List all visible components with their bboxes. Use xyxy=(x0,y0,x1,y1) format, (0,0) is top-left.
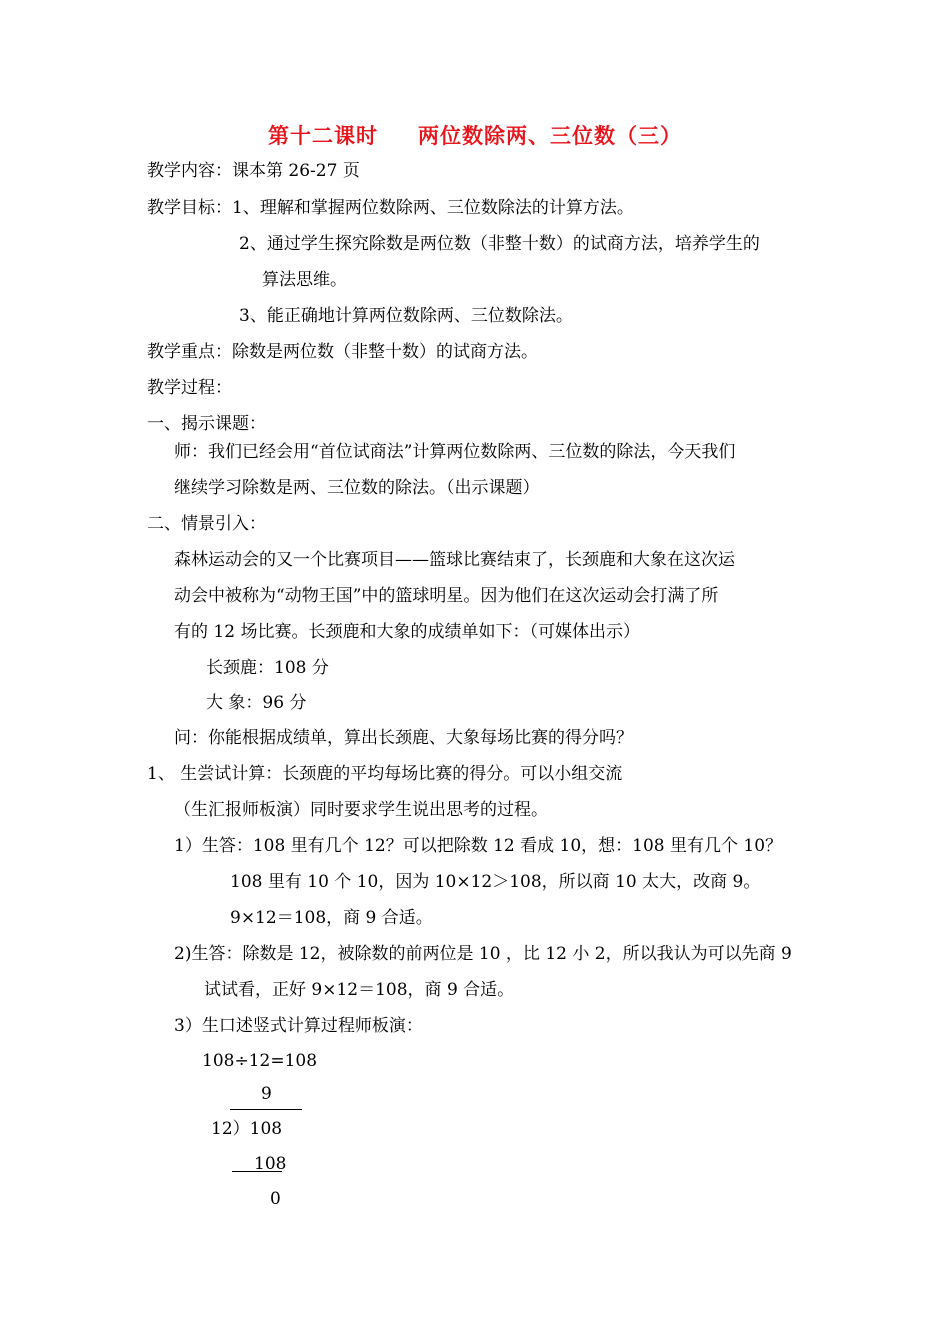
score-giraffe: 长颈鹿：108 分 xyxy=(206,658,329,678)
answer-2-line-1: 2)生答：除数是 12，被除数的前两位是 10 ，比 12 小 2，所以我认为可以先商 9 xyxy=(174,944,792,964)
teaching-goal-2: 2、通过学生探究除数是两位数（非整十数）的试商方法，培养学生的 xyxy=(239,234,760,254)
answer-2-line-2: 试试看，正好 9×12＝108，商 9 合适。 xyxy=(204,980,515,1000)
page-title xyxy=(0,120,950,150)
section-2-line-2: 动会中被称为“动物王国”中的篮球明星。因为他们在这次运动会打满了所 xyxy=(174,586,719,606)
division-remainder: 0 xyxy=(270,1189,281,1209)
section-2-heading: 二、情景引入： xyxy=(147,514,266,534)
teaching-goal-1: 教学目标：1、理解和掌握两位数除两、三位数除法的计算方法。 xyxy=(147,198,634,218)
teaching-content: 教学内容：课本第 26-27 页 xyxy=(147,161,360,181)
division-divisor-dividend: 12）108 xyxy=(211,1119,283,1139)
answer-1-line-2: 108 里有 10 个 10，因为 10×12＞108，所以商 10 太大，改商 9。 xyxy=(230,872,761,892)
score-elephant: 大 象：96 分 xyxy=(206,693,307,713)
section-1-heading: 一、揭示课题： xyxy=(147,414,266,434)
answer-3-line-1: 3）生口述竖式计算过程师板演： xyxy=(174,1016,423,1036)
title-lesson: 第十二课时 xyxy=(268,123,378,148)
step-1-line-2: （生汇报师板演）同时要求学生说出思考的过程。 xyxy=(174,800,548,820)
division-bar xyxy=(230,1109,302,1110)
division-quotient: 9 xyxy=(261,1084,272,1104)
section-2-question: 问：你能根据成绩单，算出长颈鹿、大象每场比赛的得分吗？ xyxy=(174,728,633,748)
step-1-line-1: 1、 生尝试计算：长颈鹿的平均每场比赛的得分。可以小组交流 xyxy=(147,764,623,784)
title-topic: 两位数除两、三位数（三） xyxy=(418,123,682,148)
teaching-key-point: 教学重点：除数是两位数（非整十数）的试商方法。 xyxy=(147,342,538,362)
answer-1-line-3: 9×12＝108，商 9 合适。 xyxy=(230,908,433,928)
teaching-process: 教学过程： xyxy=(147,378,232,398)
section-1-line-1: 师：我们已经会用“首位试商法”计算两位数除两、三位数的除法，今天我们 xyxy=(174,442,736,462)
answer-1-line-1: 1）生答：108 里有几个 12？可以把除数 12 看成 10，想：108 里有几个 10？ xyxy=(174,836,783,856)
section-1-line-2: 继续学习除数是两、三位数的除法。（出示课题） xyxy=(174,478,540,498)
teaching-goal-2-cont: 算法思维。 xyxy=(262,270,347,290)
section-2-line-1: 森林运动会的又一个比赛项目——篮球比赛结束了，长颈鹿和大象在这次运 xyxy=(174,550,735,570)
teaching-goal-3: 3、能正确地计算两位数除两、三位数除法。 xyxy=(239,306,573,326)
division-equation: 108÷12=108 xyxy=(202,1051,318,1071)
section-2-line-3: 有的 12 场比赛。长颈鹿和大象的成绩单如下：（可媒体出示） xyxy=(174,622,640,642)
division-product: 108 xyxy=(254,1154,287,1174)
division-subtraction-line xyxy=(232,1171,282,1172)
